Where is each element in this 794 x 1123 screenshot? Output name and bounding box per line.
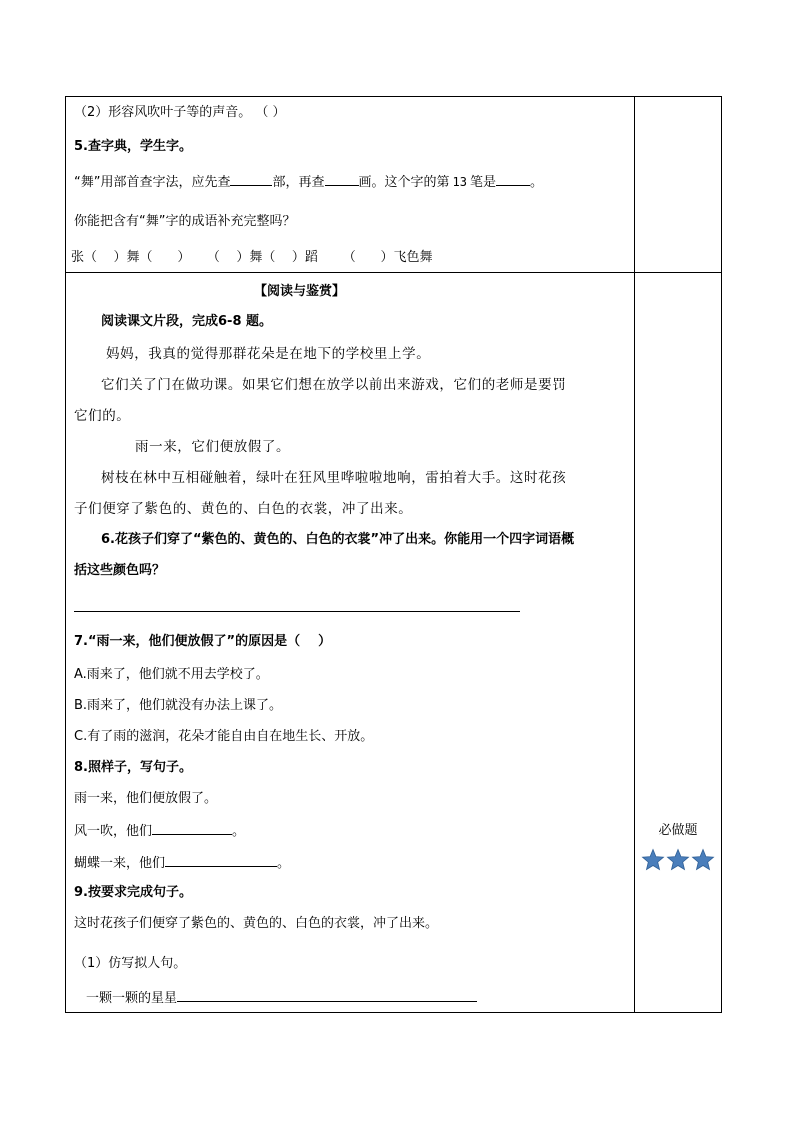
- answer-blank[interactable]: [325, 172, 359, 186]
- question-8-item-2: [74, 853, 290, 873]
- question-9-item-1: （1）仿写拟人句。: [74, 956, 187, 971]
- answer-blank[interactable]: [152, 821, 232, 835]
- table-row-divider: [65, 272, 722, 273]
- passage-paragraph-4-line-1: 树枝在林中互相碰触着，绿叶在狂风里哗啦啦地响，雷拍着大手。这时花孩: [101, 470, 567, 486]
- table-border-left: [65, 96, 66, 1013]
- q5-stroke-number: 13: [452, 175, 467, 189]
- question-6-answer-line[interactable]: [74, 611, 520, 612]
- question-8: 8.照样子，写句子。: [74, 760, 192, 775]
- passage-paragraph-1: 妈妈，我真的觉得那群花朵是在地下的学校里上学。: [106, 346, 431, 362]
- q5-part-b: 部，再查: [272, 175, 325, 190]
- difficulty-stars: [635, 848, 721, 872]
- answer-blank[interactable]: [230, 172, 272, 186]
- question-5-title: 5.查字典，学生字。: [74, 139, 192, 154]
- table-border-bottom: [65, 1012, 722, 1013]
- star-icon: [641, 848, 665, 872]
- star-icon: [666, 848, 690, 872]
- question-8-example: 雨一来，他们便放假了。: [74, 791, 218, 806]
- question-8-item-1: [74, 821, 245, 841]
- answer-blank[interactable]: [177, 988, 477, 1002]
- question-5-text: [74, 172, 543, 192]
- question-6-line-2: 括这些颜色吗？: [74, 563, 166, 578]
- question-7: 7.“雨一来，他们便放假了”的原因是（ ）: [74, 634, 332, 649]
- q8-item-1-text: 风一吹，他们: [74, 824, 153, 839]
- question-7-option-b: B.雨来了，他们就没有办法上课了。: [74, 698, 283, 713]
- idiom-fill-in: 张（ ）舞（ ） （ ）舞（ ）蹈 （ ）飞色舞: [71, 250, 433, 265]
- star-icon: [691, 848, 715, 872]
- q5-part-a: “舞”用部首查字法，应先查: [74, 175, 231, 190]
- required-label: 必做题: [658, 823, 698, 838]
- passage-paragraph-4-line-2: 子们便穿了紫色的、黄色的、白色的衣裳，冲了出来。: [74, 501, 413, 517]
- question-7-option-a: A.雨来了，他们就不用去学校了。: [74, 667, 269, 682]
- passage-paragraph-2-line-1: 它们关了门在做功课。如果它们想在放学以前出来游戏，它们的老师是要罚: [101, 377, 567, 393]
- question-9-sentence: 这时花孩子们便穿了紫色的、黄色的、白色的衣裳，冲了出来。: [74, 916, 439, 931]
- answer-blank[interactable]: [496, 172, 530, 186]
- q8-item-2-period: 。: [277, 856, 291, 871]
- answer-blank[interactable]: [165, 853, 277, 867]
- table-border-right: [721, 96, 722, 1013]
- question-6-line-1: 6.花孩子们穿了“紫色的、黄色的、白色的衣裳”冲了出来。你能用一个四字词语概: [101, 532, 575, 547]
- q5-part-d: 笔是: [469, 175, 496, 190]
- passage-paragraph-2-line-2: 它们的。: [74, 408, 131, 424]
- q5-part-c: 画。这个字的第: [358, 175, 450, 190]
- question-5-ask: 你能把含有“舞”字的成语补充完整吗？: [74, 214, 296, 229]
- q9-item-1-text: 一颗一颗的星星: [86, 991, 178, 1006]
- table-border-top: [65, 96, 722, 97]
- question-4-2: （2）形容风吹叶子等的声音。 （ ）: [74, 105, 286, 120]
- question-9-item-1-start: [86, 988, 477, 1008]
- question-7-option-c: C.有了雨的滋润，花朵才能自由自在地生长、开放。: [74, 729, 374, 744]
- q5-part-e: 。: [529, 175, 543, 190]
- reading-instruction: 阅读课文片段，完成6-8 题。: [101, 314, 273, 329]
- q8-item-2-text: 蝴蝶一来，他们: [74, 856, 166, 871]
- question-9: 9.按要求完成句子。: [74, 885, 192, 900]
- q8-item-1-period: 。: [232, 824, 246, 839]
- table-column-divider: [634, 96, 635, 1013]
- passage-paragraph-3: 雨一来，它们便放假了。: [135, 439, 291, 455]
- section-heading: 【阅读与鉴赏】: [254, 284, 346, 299]
